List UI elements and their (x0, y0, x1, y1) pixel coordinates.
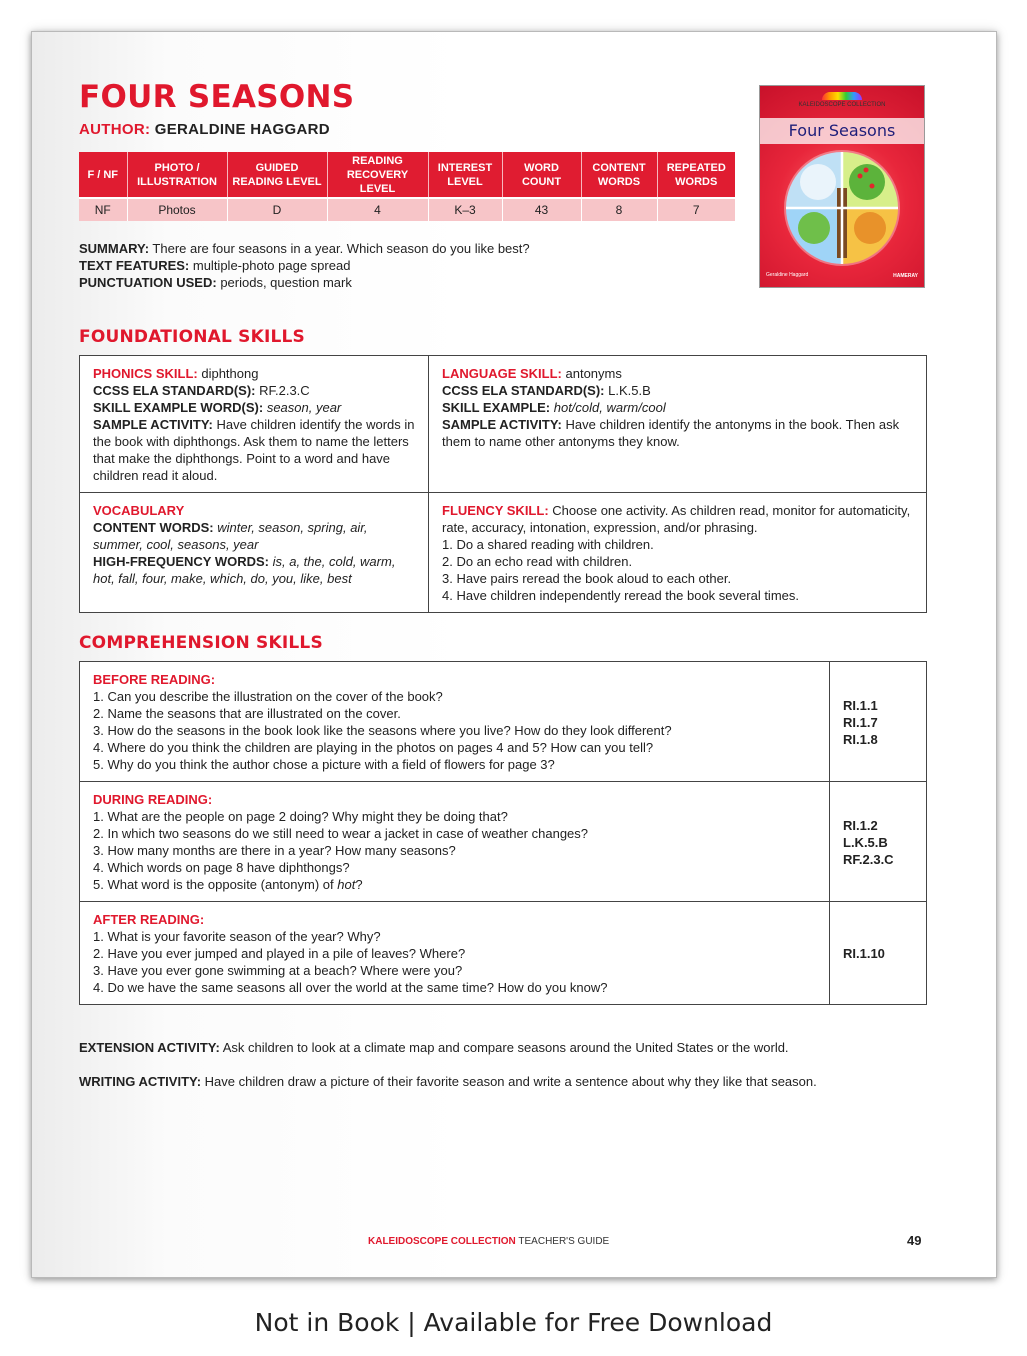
during-standards-cell (830, 782, 927, 902)
before-reading-cell (80, 662, 830, 782)
content-words-label: CONTENT WORDS: (93, 520, 214, 535)
info-header: WORD COUNT (502, 152, 581, 198)
standard-code: RI.1.2 (843, 817, 878, 833)
standard-code: RI.1.1 (843, 697, 878, 713)
fluency-item: 3. Have pairs reread the book aloud to each other. (442, 571, 732, 586)
phonics-standard: RF.2.3.C (255, 383, 310, 398)
foundational-row (80, 493, 927, 613)
phonics-cell (80, 356, 429, 493)
extension-text: Ask children to look at a climate map and compare seasons around the United States or the world. (219, 1040, 789, 1055)
extension-label: EXTENSION ACTIVITY: (79, 1040, 220, 1055)
info-value: K–3 (428, 198, 502, 221)
fluency-item: 1. Do a shared reading with children. (442, 537, 654, 552)
footer-series: KALEIDOSCOPE COLLECTION (368, 1236, 516, 1247)
info-header: PHOTO / ILLUSTRATION (127, 152, 227, 198)
summary-text: There are four seasons in a year. Which season do you like best? (149, 241, 530, 256)
features-line (79, 257, 530, 274)
before-standards-cell (830, 662, 927, 782)
page-footer (368, 1236, 609, 1247)
phonics-example: season, year (266, 400, 342, 415)
seasons-tree-illustration (770, 148, 914, 268)
vocabulary-label: VOCABULARY (93, 503, 185, 518)
question-emphasis: hot (337, 877, 356, 892)
question-item: 1. What are the people on page 2 doing? Why might they be doing that? (93, 809, 508, 824)
writing-activity (79, 1073, 899, 1090)
info-header: CONTENT WORDS (581, 152, 657, 198)
fluency-cell (429, 493, 927, 613)
book-meta (79, 240, 530, 291)
author-name: GERALDINE HAGGARD (154, 121, 330, 138)
language-example-label: SKILL EXAMPLE: (442, 400, 551, 415)
question-item: 3. How many months are there in a year? How many seasons? (93, 843, 456, 858)
fluency-label: FLUENCY SKILL: (442, 503, 549, 518)
info-header: F / NF (79, 152, 127, 198)
info-header: READING RECOVERY LEVEL (327, 152, 428, 198)
standard-code: RI.1.10 (843, 946, 885, 961)
fluency-item: 4. Have children independently reread the book several times. (442, 588, 799, 603)
before-reading-row (80, 662, 927, 782)
publisher-logo: HAMERAY (893, 273, 918, 279)
after-reading-row (80, 902, 927, 1005)
after-reading-cell (80, 902, 830, 1005)
language-standard: L.K.5.B (604, 383, 651, 398)
series-logo (760, 92, 924, 108)
info-value: NF (79, 198, 127, 221)
fluency-intro: Choose one activity. As children read, monitor for automaticity, rate, accuracy, intonation, expression, and/or phrasing. (442, 503, 911, 535)
info-header-row (79, 152, 735, 198)
question-item: 2. Have you ever jumped and played in a pile of leaves? Where? (93, 946, 466, 961)
phonics-example-label: SKILL EXAMPLE WORD(S): (93, 400, 264, 415)
book-info-table (79, 152, 735, 221)
question-text: 5. What word is the opposite (antonym) of (93, 877, 338, 892)
question-item: 2. Name the seasons that are illustrated on the cover. (93, 706, 401, 721)
phonics-standard-label: CCSS ELA STANDARD(S): (93, 383, 256, 398)
info-header: REPEATED WORDS (657, 152, 735, 198)
info-value: 8 (581, 198, 657, 221)
fluency-item: 2. Do an echo read with children. (442, 554, 633, 569)
question-item: 1. What is your favorite season of the year? Why? (93, 929, 381, 944)
during-reading-row (80, 782, 927, 902)
info-value: 4 (327, 198, 428, 221)
summary-line (79, 240, 530, 257)
language-example: hot/cold, warm/cool (553, 400, 666, 415)
punctuation-text: periods, question mark (216, 275, 352, 290)
question-item: 2. In which two seasons do we still need to wear a jacket in case of weather changes? (93, 826, 589, 841)
extension-activity (79, 1039, 929, 1056)
standard-code: RI.1.8 (843, 731, 878, 747)
before-reading-label: BEFORE READING: (93, 672, 216, 687)
during-reading-cell (80, 782, 830, 902)
info-value: D (227, 198, 327, 221)
question-item: 3. Have you ever gone swimming at a beach? Where were you? (93, 963, 463, 978)
phonics-label: PHONICS SKILL: (93, 366, 198, 381)
high-frequency-words: is, a, the, cold, warm, hot, fall, four, make, which, do, you, like, best (93, 554, 396, 586)
punctuation-label: PUNCTUATION USED: (79, 275, 217, 290)
writing-label: WRITING ACTIVITY: (79, 1074, 202, 1089)
question-item: 3. How do the seasons in the book look like the seasons where you live? How do they look different? (93, 723, 672, 738)
standard-code: RI.1.7 (843, 714, 878, 730)
info-value: Photos (127, 198, 227, 221)
cover-title: Four Seasons (760, 118, 924, 144)
question-item: 4. Which words on page 8 have diphthongs? (93, 860, 350, 875)
phonics-value: diphthong (197, 366, 259, 381)
question-item: 4. Where do you think the children are playing in the photos on pages 4 and 5? How can you tell? (93, 740, 654, 755)
question-item: 4. Do we have the same seasons all over the world at the same time? How do you know? (93, 980, 608, 995)
foundational-skills-table (79, 355, 927, 613)
author-label: AUTHOR: (79, 121, 151, 138)
download-note: Not in Book | Available for Free Download (254, 1308, 773, 1337)
info-value-row (79, 198, 735, 221)
cover-author: Geraldine Haggard (766, 272, 809, 278)
content-words: winter, season, spring, air, summer, cool, seasons, year (93, 520, 368, 552)
book-cover-image (759, 85, 925, 288)
foundational-row (80, 356, 927, 493)
phonics-activity-label: SAMPLE ACTIVITY: (93, 417, 213, 432)
foundational-heading: FOUNDATIONAL SKILLS (79, 327, 306, 347)
after-standards-cell (830, 902, 927, 1005)
summary-label: SUMMARY: (79, 241, 150, 256)
standard-code: L.K.5.B (843, 834, 888, 850)
language-label: LANGUAGE SKILL: (442, 366, 562, 381)
question-text: ? (355, 877, 363, 892)
language-activity-label: SAMPLE ACTIVITY: (442, 417, 562, 432)
book-title: FOUR SEASONS (79, 79, 355, 115)
standard-code: RF.2.3.C (843, 851, 894, 867)
info-value: 43 (502, 198, 581, 221)
info-header: GUIDED READING LEVEL (227, 152, 327, 198)
language-standard-label: CCSS ELA STANDARD(S): (442, 383, 605, 398)
language-activity: Have children identify the antonyms in the book. Then ask them to name other antonyms they know. (442, 417, 900, 449)
comprehension-skills-table (79, 661, 927, 1005)
writing-text: Have children draw a picture of their favorite season and write a sentence about why they like that season. (201, 1074, 817, 1089)
series-name: KALEIDOSCOPE COLLECTION (798, 102, 886, 108)
language-value: antonyms (561, 366, 622, 381)
question-item: 5. Why do you think the author chose a picture with a field of flowers for page 3? (93, 757, 555, 772)
info-value: 7 (657, 198, 735, 221)
question-item: 1. Can you describe the illustration on the cover of the book? (93, 689, 443, 704)
author-line (79, 121, 330, 138)
comprehension-heading: COMPREHENSION SKILLS (79, 633, 323, 653)
after-reading-label: AFTER READING: (93, 912, 205, 927)
phonics-activity: Have children identify the words in the book with diphthongs. Ask them to name the letters that make the diphthongs. Point to a word and have children read it aloud. (93, 417, 415, 483)
high-frequency-label: HIGH-FREQUENCY WORDS: (93, 554, 269, 569)
page-number: 49 (907, 1233, 922, 1248)
during-reading-label: DURING READING: (93, 792, 213, 807)
features-text: multiple-photo page spread (189, 258, 351, 273)
guide-page (31, 31, 997, 1278)
footer-guide: TEACHER'S GUIDE (515, 1236, 610, 1247)
info-header: INTEREST LEVEL (428, 152, 502, 198)
language-cell (429, 356, 927, 493)
vocabulary-cell (80, 493, 429, 613)
punctuation-line (79, 274, 530, 291)
question-item (93, 876, 816, 893)
features-label: TEXT FEATURES: (79, 258, 190, 273)
